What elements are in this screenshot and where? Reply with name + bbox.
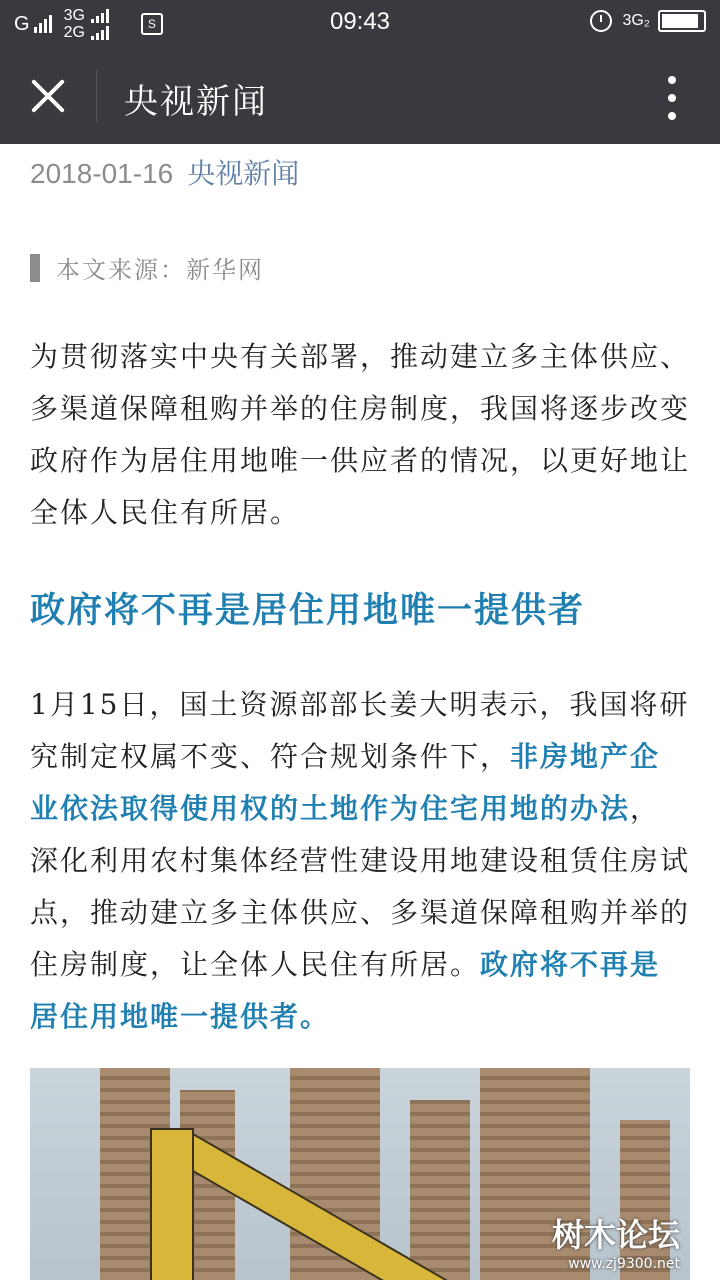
paragraph-body [30,679,690,1043]
publish-date: 2018-01-16 [30,158,174,189]
section-heading: 政府将不再是居住用地唯一提供者 [30,590,586,631]
account-link[interactable]: 央视新闻 [187,157,300,190]
highlight-text: 非房地产企业依法取得使用权的土地作为住宅用地的办法 [30,740,661,825]
status-bar [0,0,720,48]
title-bar [0,48,720,144]
watermark [552,1210,680,1272]
network-type-bottom: 2G [63,24,85,41]
more-vertical-icon[interactable] [668,76,676,120]
network-type-right: 3G₂ [622,12,650,29]
paragraph-text: 1月15日，国土资源部部长姜大明表示，我国将研究制定权属不变、符合规划条件下， [30,688,690,773]
source-note [30,250,690,285]
status-right [590,10,706,32]
article-photo [30,1068,690,1280]
sim-icon: S [141,13,163,35]
excavator-boom [150,1128,194,1280]
alarm-icon [590,10,612,32]
quote-bar [30,254,40,282]
network-type-top: 3G [63,7,85,24]
watermark-text: 树木论坛 [551,1216,680,1254]
highlight-text: 政府将不再是居住用地唯一提供者。 [30,948,661,1033]
close-icon[interactable] [28,76,68,116]
source-note-text: 本文来源：新华网 [56,256,264,284]
building-shape [410,1100,470,1280]
article-body [30,144,690,1043]
clock: 09:43 [329,8,391,35]
title-divider [96,70,97,122]
battery-icon [658,10,706,32]
carrier-label: G [14,12,30,35]
watermark-url: www.zj9300.net [568,1256,680,1272]
paragraph-intro: 为贯彻落实中央有关部署，推动建立多主体供应、多渠道保障租购并举的住房制度，我国将逐步改变政府作为居住用地唯一供应者的情况，以更好地让全体人民住有所居。 [30,340,691,529]
page-title: 央视新闻 [124,82,268,122]
paragraph-text: ，深化利用农村集体经营性建设用地建设租赁住房试点，推动建立多主体供应、多渠道保障租购并举的住房制度，让全体人民住有所居。 [30,792,691,981]
article-meta [30,152,690,192]
